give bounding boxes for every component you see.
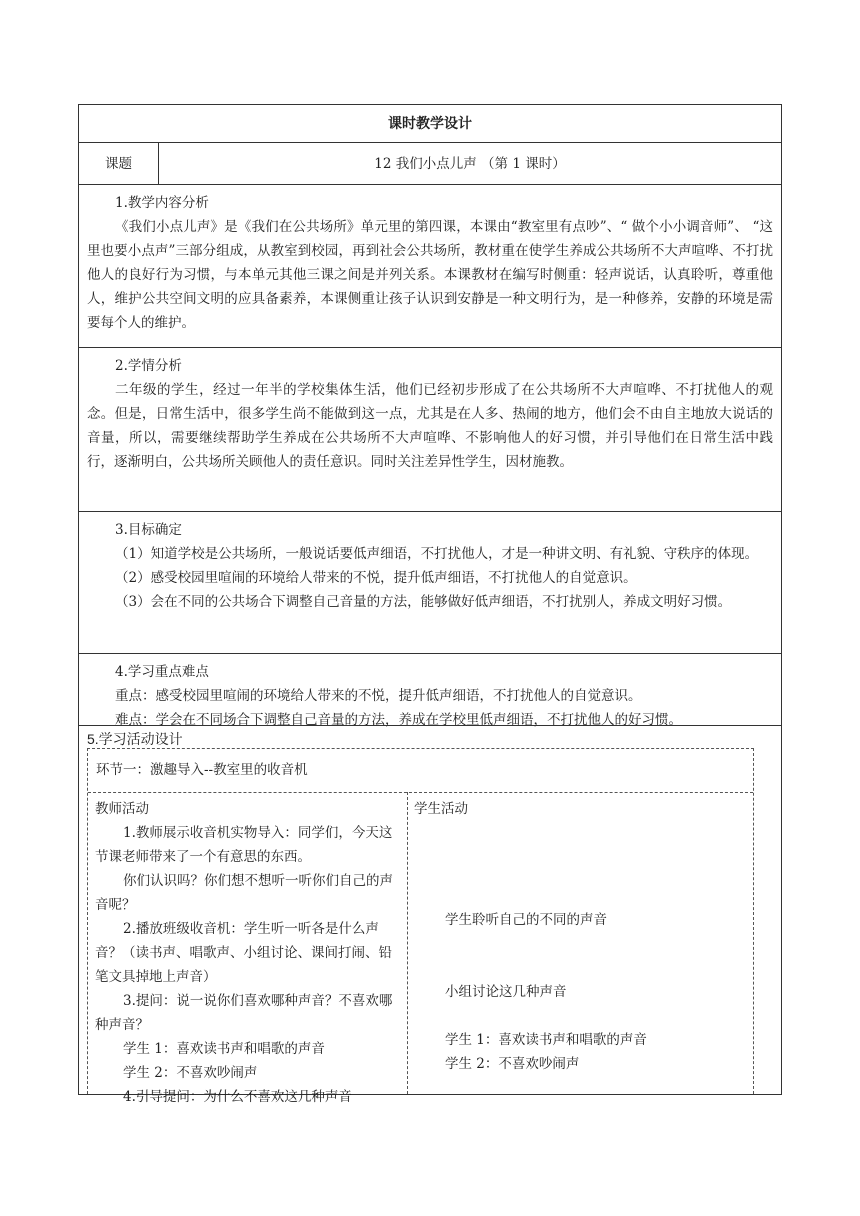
objective-item: （3）会在不同的公共场合下调整自己音量的方法，能够做好低声细语，不打扰别人，养成文明好习惯。 <box>115 594 732 610</box>
student-activity-column <box>407 792 753 1094</box>
student-activity-header: 学生活动 <box>414 801 468 817</box>
topic-row <box>79 143 781 185</box>
objectives-section <box>79 512 781 654</box>
student-activity-line: 学生 2：不喜欢吵闹声 <box>445 1056 580 1072</box>
key-points-heading: 4.学习重点难点 <box>115 664 209 680</box>
teacher-activity-line: 4.引导提问：为什么不喜欢这几种声音 <box>123 1089 352 1105</box>
teacher-activity-column <box>88 792 408 1105</box>
key-point: 重点：感受校园里喧闹的环境给人带来的不悦，提升低声细语，不打扰他人的自觉意识。 <box>115 688 642 704</box>
teacher-activity-line: 2.播放班级收音机：学生听一听各是什么声音？（读书声、唱歌声、小组讨论、课间打闹、铅笔文具掉地上声音） <box>95 921 392 985</box>
learner-analysis-section <box>79 348 781 512</box>
lesson-design-table <box>78 104 782 1105</box>
content-analysis-heading: 1.教学内容分析 <box>115 195 209 211</box>
content-analysis-section <box>79 185 781 348</box>
objective-item: （2）感受校园里喧闹的环境给人带来的不悦，提升低声细语，不打扰他人的自觉意识。 <box>115 570 637 586</box>
stage-title: 环节一：激趣导入--教室里的收音机 <box>88 749 753 793</box>
objectives-heading: 3.目标确定 <box>115 522 182 538</box>
student-activity-line: 小组讨论这几种声音 <box>445 984 567 1000</box>
student-activity-line: 学生 1：喜欢读书声和唱歌的声音 <box>445 1032 647 1048</box>
difficult-point: 难点：学会在不同场合下调整自己音量的方法，养成在学校里低声细语，不打扰他人的好习惯。 <box>115 712 682 728</box>
student-activity-line: 学生聆听自己的不同的声音 <box>445 912 607 928</box>
doc-title: 课时教学设计 <box>79 105 781 143</box>
teacher-activity-line: 你们认识吗？你们想不想听一听你们自己的声音呢？ <box>95 873 393 913</box>
content-analysis-body: 《我们小点儿声》是《我们在公共场所》单元里的第四课，本课由“教室里有点吵”、“ 做个小小调音师”、 “这里也要小点声”三部分组成，从教室到校园，再到社会公共场所，教材重在使学生养成公共场所不大声喧哗、不打扰他人的良好行为习惯，与本单元其他三课之间是并列关系。本课教材在编写时侧重：轻声说话，认真聆听，尊重他人，维护公共空间文明的应具备素养，本课侧重让孩子认识到安静是一种文明行为，是一种修养，安静的环境是需要每个人的维护。 <box>87 219 773 331</box>
learner-analysis-body: 二年级的学生，经过一年半的学校集体生活，他们已经初步形成了在公共场所不大声喧哗、不打扰他人的观念。但是，日常生活中，很多学生尚不能做到这一点，尤其是在人多、热闹的地方，他们会不由自主地放大说话的音量，所以，需要继续帮助学生养成在公共场所不大声喧哗、不影响他人的好习惯，并引导他们在日常生活中践行，逐渐明白，公共场所关顾他人的责任意识。同时关注差异性学生，因材施教。 <box>87 382 773 470</box>
activity-design-heading: 5.学习活动设计 <box>87 731 183 747</box>
activity-inner-table <box>87 748 754 1105</box>
teacher-activity-line: 1.教师展示收音机实物导入：同学们，今天这节课老师带来了一个有意思的东西。 <box>95 825 393 865</box>
topic-value: 12 我们小点儿声 （第 1 课时） <box>374 156 566 172</box>
activity-design-section <box>79 725 781 1105</box>
teacher-activity-line: 3.提问：说一说你们喜欢哪种声音？不喜欢哪种声音？ <box>95 993 393 1033</box>
teacher-activity-header: 教师活动 <box>95 801 149 817</box>
teacher-activity-line: 学生 2：不喜欢吵闹声 <box>123 1065 258 1081</box>
topic-label: 课题 <box>79 143 159 184</box>
key-points-section <box>79 654 781 728</box>
objective-item: （1）知道学校是公共场所，一般说话要低声细语，不打扰他人，才是一种讲文明、有礼貌、守秩序的体现。 <box>115 546 759 562</box>
learner-analysis-heading: 2.学情分析 <box>115 358 182 374</box>
teacher-activity-line: 学生 1：喜欢读书声和唱歌的声音 <box>123 1041 325 1057</box>
